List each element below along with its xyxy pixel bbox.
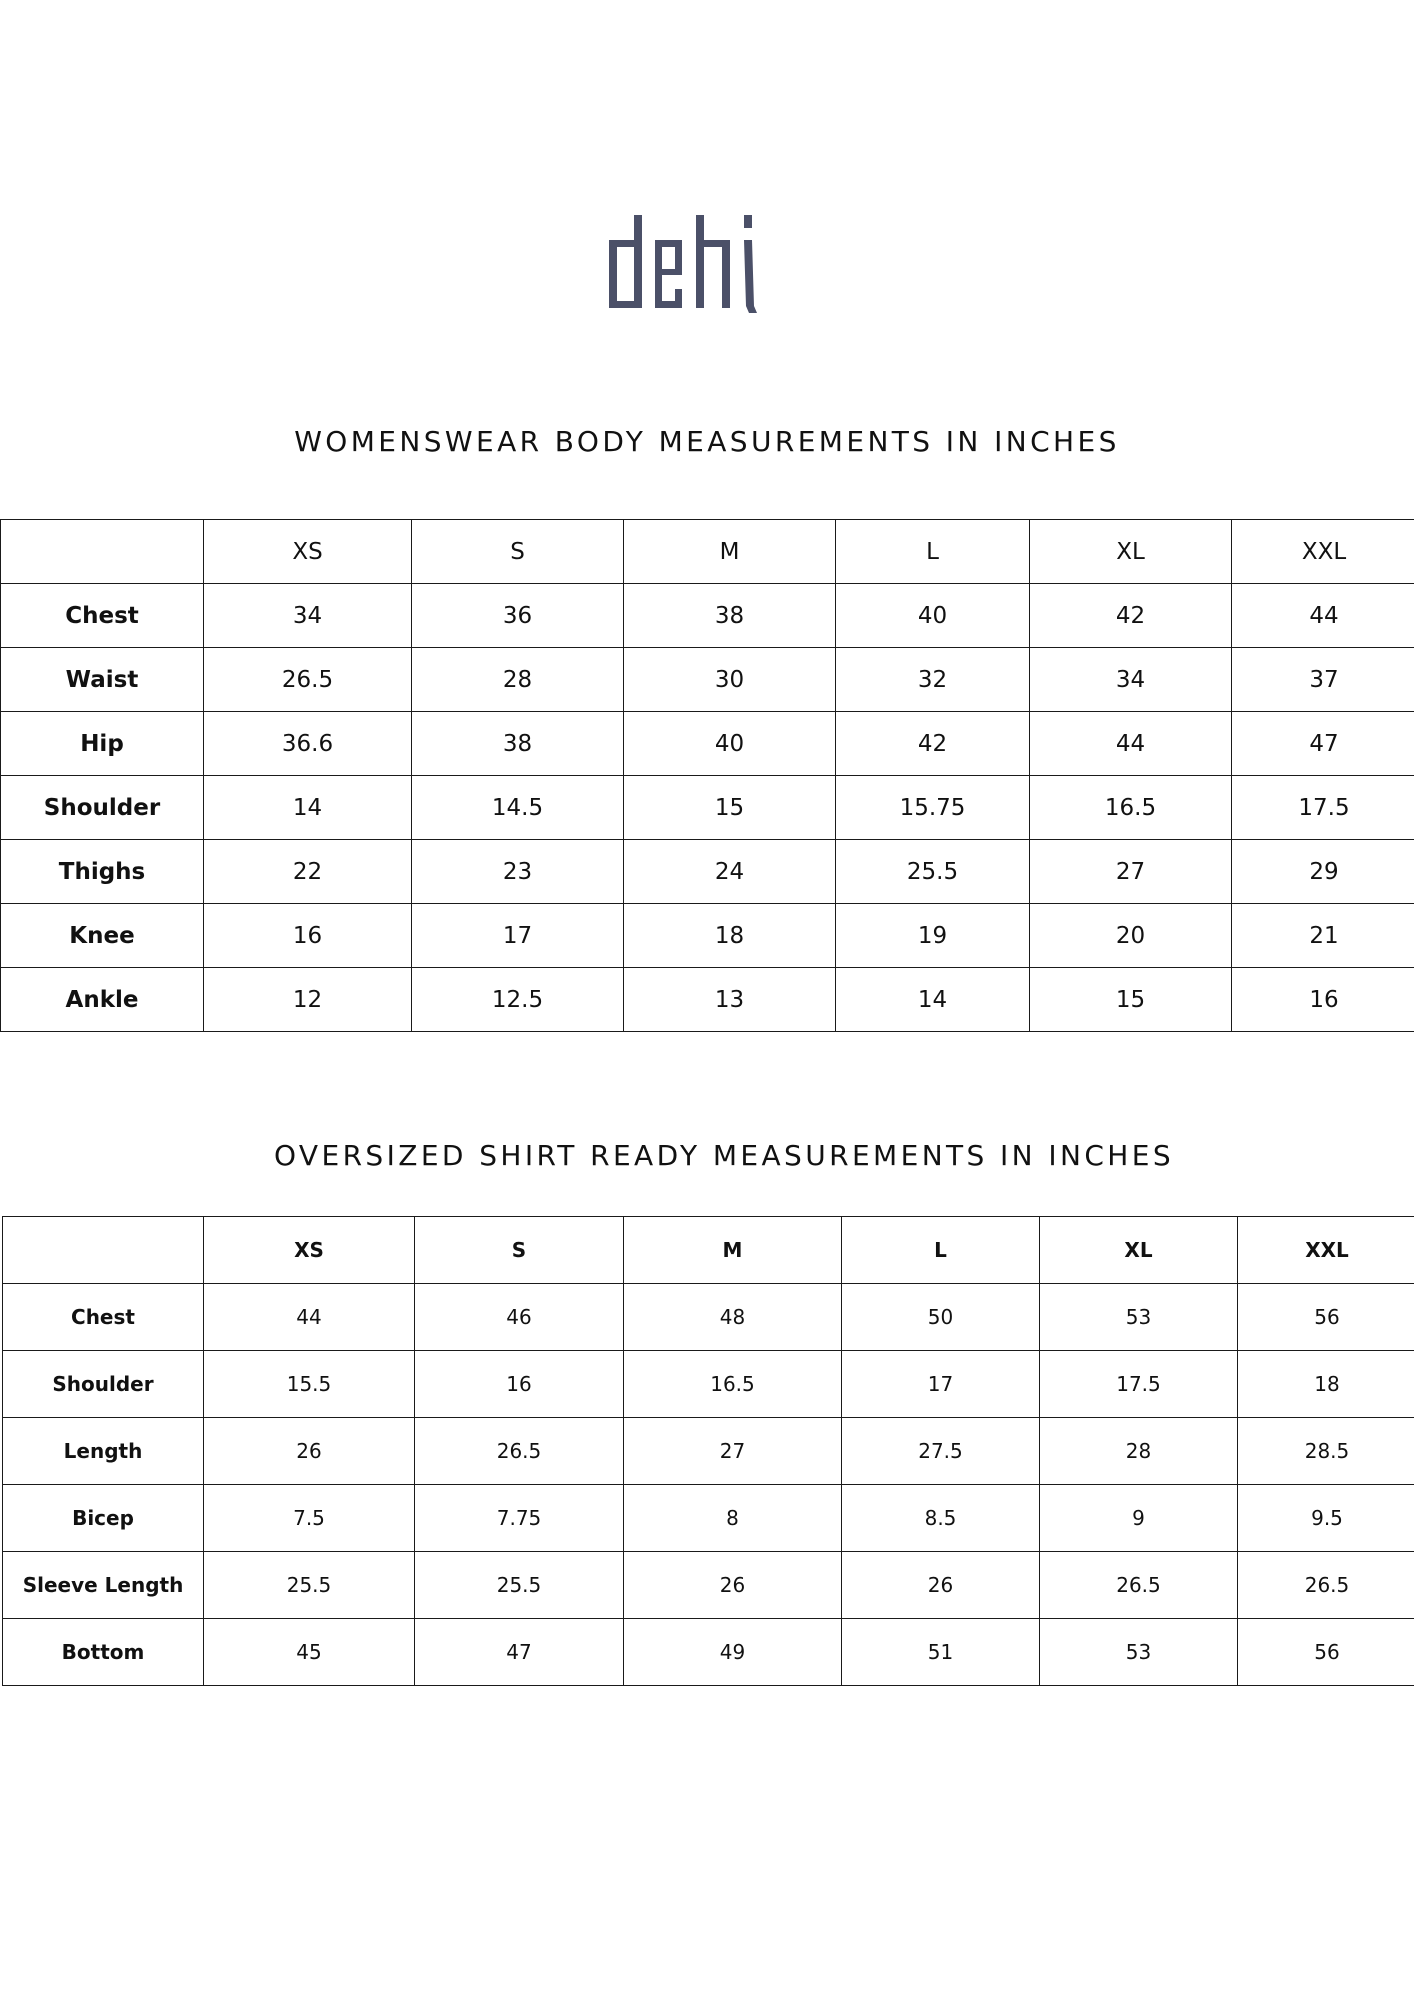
table-cell: 18 (624, 904, 836, 968)
table-cell: 14.5 (412, 776, 624, 840)
table-cell: 48 (624, 1284, 842, 1351)
size-header: M (624, 520, 836, 584)
brand-logo (604, 205, 804, 315)
table-cell: 15 (1030, 968, 1232, 1032)
womenswear-measurements-table (0, 519, 1414, 1032)
table-cell: 9 (1040, 1485, 1238, 1552)
size-header: M (624, 1217, 842, 1284)
table-cell: 18 (1238, 1351, 1414, 1418)
corner-cell (1, 520, 204, 584)
table-cell: 36.6 (204, 712, 412, 776)
table-row (3, 1552, 1414, 1619)
table-cell: 47 (1232, 712, 1414, 776)
size-header: L (842, 1217, 1040, 1284)
table-cell: 16 (1232, 968, 1414, 1032)
table-cell: 36 (412, 584, 624, 648)
table-cell: 44 (204, 1284, 415, 1351)
row-label: Knee (1, 904, 204, 968)
table-cell: 47 (415, 1619, 624, 1686)
row-label: Shoulder (1, 776, 204, 840)
size-header: XS (204, 1217, 415, 1284)
table-cell: 16.5 (1030, 776, 1232, 840)
table-row (1, 648, 1414, 712)
table-cell: 29 (1232, 840, 1414, 904)
table-cell: 27 (1030, 840, 1232, 904)
row-label: Shoulder (3, 1351, 204, 1418)
table-cell: 14 (204, 776, 412, 840)
table-cell: 26 (624, 1552, 842, 1619)
table-cell: 26 (204, 1418, 415, 1485)
table-cell: 15.5 (204, 1351, 415, 1418)
size-header: L (836, 520, 1030, 584)
table-cell: 26.5 (415, 1418, 624, 1485)
table-cell: 49 (624, 1619, 842, 1686)
table-cell: 25.5 (204, 1552, 415, 1619)
table-cell: 16 (204, 904, 412, 968)
table-cell: 40 (624, 712, 836, 776)
table-cell: 42 (1030, 584, 1232, 648)
table-cell: 13 (624, 968, 836, 1032)
row-label: Bicep (3, 1485, 204, 1552)
table-cell: 28 (1040, 1418, 1238, 1485)
table-row (3, 1418, 1414, 1485)
table-cell: 25.5 (415, 1552, 624, 1619)
table-cell: 19 (836, 904, 1030, 968)
table-cell: 9.5 (1238, 1485, 1414, 1552)
table-cell: 28.5 (1238, 1418, 1414, 1485)
table-cell: 46 (415, 1284, 624, 1351)
table-cell: 24 (624, 840, 836, 904)
table-row (3, 1485, 1414, 1552)
table-cell: 22 (204, 840, 412, 904)
table-cell: 27 (624, 1418, 842, 1485)
table-cell: 53 (1040, 1284, 1238, 1351)
table-cell: 15 (624, 776, 836, 840)
table-cell: 8 (624, 1485, 842, 1552)
size-header: XL (1030, 520, 1232, 584)
table-cell: 40 (836, 584, 1030, 648)
table-cell: 7.5 (204, 1485, 415, 1552)
table-cell: 26.5 (1040, 1552, 1238, 1619)
table-cell: 50 (842, 1284, 1040, 1351)
table-row (3, 1619, 1414, 1686)
table-cell: 17.5 (1040, 1351, 1238, 1418)
table-cell: 26 (842, 1552, 1040, 1619)
size-header: XXL (1238, 1217, 1414, 1284)
row-label: Ankle (1, 968, 204, 1032)
size-header: S (412, 520, 624, 584)
table-cell: 53 (1040, 1619, 1238, 1686)
womenswear-section-title: WOMENSWEAR BODY MEASUREMENTS IN INCHES (294, 425, 1120, 458)
row-label: Length (3, 1418, 204, 1485)
size-header: S (415, 1217, 624, 1284)
table-cell: 8.5 (842, 1485, 1040, 1552)
table-row (1, 712, 1414, 776)
size-header: XS (204, 520, 412, 584)
size-header: XXL (1232, 520, 1414, 584)
table-row (1, 776, 1414, 840)
table-cell: 26.5 (204, 648, 412, 712)
table-header-row (3, 1217, 1414, 1284)
table-cell: 28 (412, 648, 624, 712)
row-label: Thighs (1, 840, 204, 904)
table-cell: 16.5 (624, 1351, 842, 1418)
table-cell: 17.5 (1232, 776, 1414, 840)
table-cell: 17 (412, 904, 624, 968)
table-row (1, 904, 1414, 968)
table-cell: 30 (624, 648, 836, 712)
table-cell: 23 (412, 840, 624, 904)
row-label: Chest (1, 584, 204, 648)
table-cell: 16 (415, 1351, 624, 1418)
table-cell: 20 (1030, 904, 1232, 968)
table-cell: 56 (1238, 1284, 1414, 1351)
oversized-section-title: OVERSIZED SHIRT READY MEASUREMENTS IN INCHES (273, 1139, 1175, 1172)
table-cell: 38 (412, 712, 624, 776)
table-cell: 15.75 (836, 776, 1030, 840)
table-cell: 45 (204, 1619, 415, 1686)
table-cell: 26.5 (1238, 1552, 1414, 1619)
table-cell: 21 (1232, 904, 1414, 968)
row-label: Bottom (3, 1619, 204, 1686)
table-cell: 44 (1030, 712, 1232, 776)
row-label: Chest (3, 1284, 204, 1351)
table-cell: 37 (1232, 648, 1414, 712)
table-cell: 56 (1238, 1619, 1414, 1686)
dehi-logo-icon (604, 205, 804, 315)
row-label: Sleeve Length (3, 1552, 204, 1619)
table-row (1, 584, 1414, 648)
row-label: Hip (1, 712, 204, 776)
table-cell: 25.5 (836, 840, 1030, 904)
row-label: Waist (1, 648, 204, 712)
table-row (3, 1284, 1414, 1351)
table-cell: 27.5 (842, 1418, 1040, 1485)
table-row (1, 840, 1414, 904)
table-cell: 38 (624, 584, 836, 648)
corner-cell (3, 1217, 204, 1284)
table-cell: 34 (204, 584, 412, 648)
table-header-row (1, 520, 1414, 584)
table-cell: 12.5 (412, 968, 624, 1032)
table-cell: 42 (836, 712, 1030, 776)
table-cell: 17 (842, 1351, 1040, 1418)
table-row (1, 968, 1414, 1032)
table-cell: 34 (1030, 648, 1232, 712)
table-cell: 44 (1232, 584, 1414, 648)
table-cell: 32 (836, 648, 1030, 712)
table-row (3, 1351, 1414, 1418)
table-cell: 51 (842, 1619, 1040, 1686)
table-cell: 14 (836, 968, 1030, 1032)
size-header: XL (1040, 1217, 1238, 1284)
oversized-measurements-table (2, 1216, 1414, 1686)
table-cell: 7.75 (415, 1485, 624, 1552)
table-cell: 12 (204, 968, 412, 1032)
